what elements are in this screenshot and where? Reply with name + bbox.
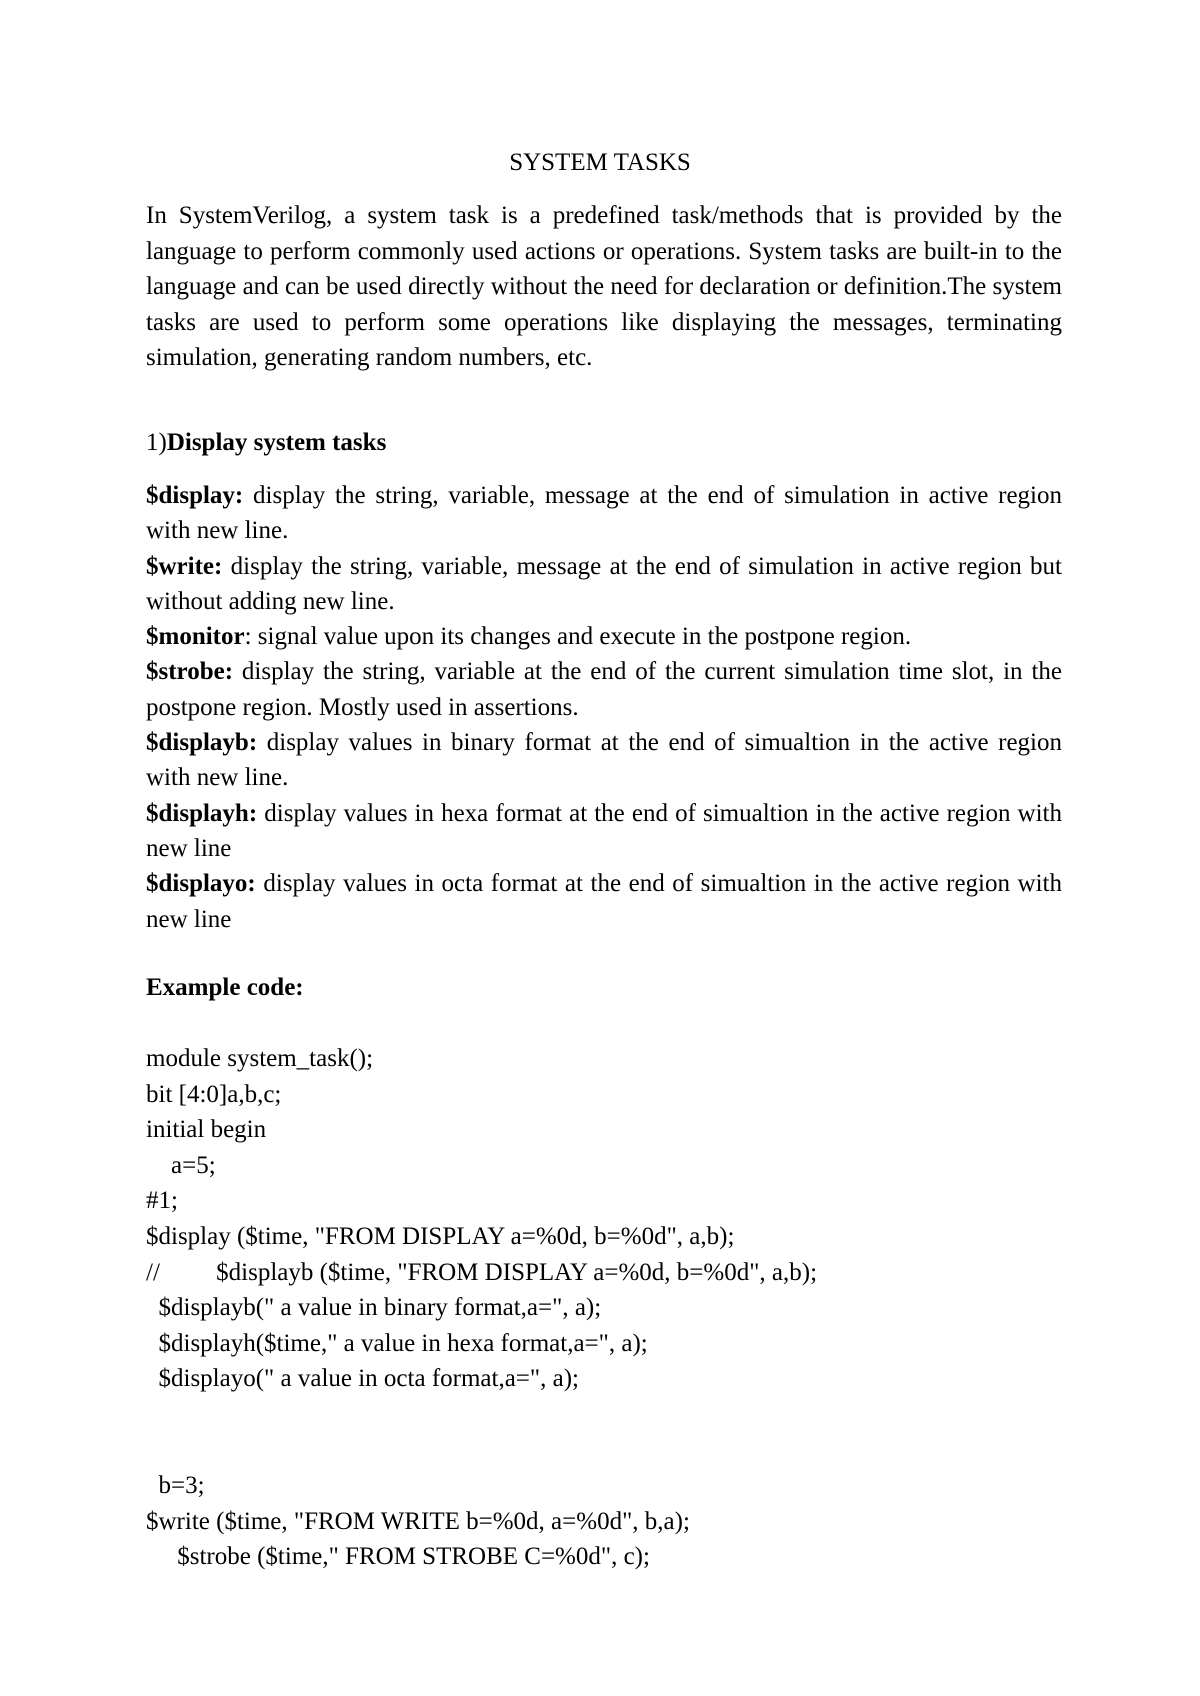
code-line: $displayh($time," a value in hexa format,a=", a); [146, 1329, 648, 1357]
code-line: $display ($time, "FROM DISPLAY a=%0d, b=%0d", a,b); [146, 1222, 735, 1250]
task-desc: display the string, variable, message at the end of simulation in active region but without adding new line. [146, 552, 1062, 615]
intro-paragraph: In SystemVerilog, a system task is a predefined task/methods that is provided by the language to perform commonly used actions or operations. System tasks are built-in to the language and can be used directly without the need for declaration or definition.The system tasks are used to perform some operations like displaying the messages, terminating simulation, generating random numbers, etc. [146, 202, 1062, 371]
task-item [146, 654, 1062, 725]
task-desc: display values in binary format at the end of simualtion in the active region with new line. [146, 729, 1062, 792]
example-heading: Example code: [146, 974, 304, 1001]
section-number: 1) [146, 429, 167, 456]
section-title: Display system tasks [166, 429, 387, 456]
task-name: $display: [146, 482, 244, 509]
code-line: b=3; [146, 1472, 205, 1500]
code-line: $write ($time, "FROM WRITE b=%0d, a=%0d", b,a); [146, 1507, 690, 1535]
code-line: $strobe ($time," FROM STROBE C=%0d", c); [146, 1543, 650, 1571]
code-line: initial begin [146, 1116, 267, 1144]
section-heading [146, 426, 386, 460]
code-line: #1; [146, 1187, 178, 1215]
page-title: SYSTEM TASKS [509, 149, 691, 176]
task-desc: display the string, variable, message at the end of simulation in active region with new line. [146, 482, 1062, 545]
task-name: $displayh: [146, 799, 258, 827]
code-line: module system_task(); [146, 1045, 374, 1072]
task-item [146, 866, 1062, 937]
code-line: a=5; [146, 1151, 216, 1179]
code-line: bit [4:0]a,b,c; [146, 1080, 282, 1108]
code-line: $displayb(" a value in binary format,a=", a); [146, 1294, 602, 1322]
task-desc: : signal value upon its changes and execute in the postpone region. [244, 623, 912, 651]
task-list [146, 478, 1062, 937]
code-line [146, 1433, 1076, 1469]
task-item [146, 619, 1062, 654]
task-name: $write: [146, 552, 223, 580]
task-name: $displayo: [146, 870, 256, 898]
code-line [146, 1397, 1076, 1433]
code-block [146, 1041, 1076, 1575]
code-line: // $displayb ($time, "FROM DISPLAY a=%0d, b=%0d", a,b); [146, 1258, 818, 1286]
task-name: $displayb: [146, 729, 258, 757]
task-desc: display values in octa format at the end of simualtion in the active region with new line [146, 870, 1062, 933]
task-item [146, 549, 1062, 620]
task-name: $monitor [146, 623, 245, 651]
task-desc: display the string, variable at the end of the current simulation time slot, in the postpone region. Mostly used in assertions. [146, 658, 1062, 721]
task-item [146, 478, 1062, 549]
task-item [146, 725, 1062, 796]
task-name: $strobe: [146, 658, 234, 686]
task-item [146, 796, 1062, 867]
task-desc: display values in hexa format at the end of simualtion in the active region with new line [146, 799, 1062, 862]
code-line: $displayo(" a value in octa format,a=", a); [146, 1365, 579, 1393]
